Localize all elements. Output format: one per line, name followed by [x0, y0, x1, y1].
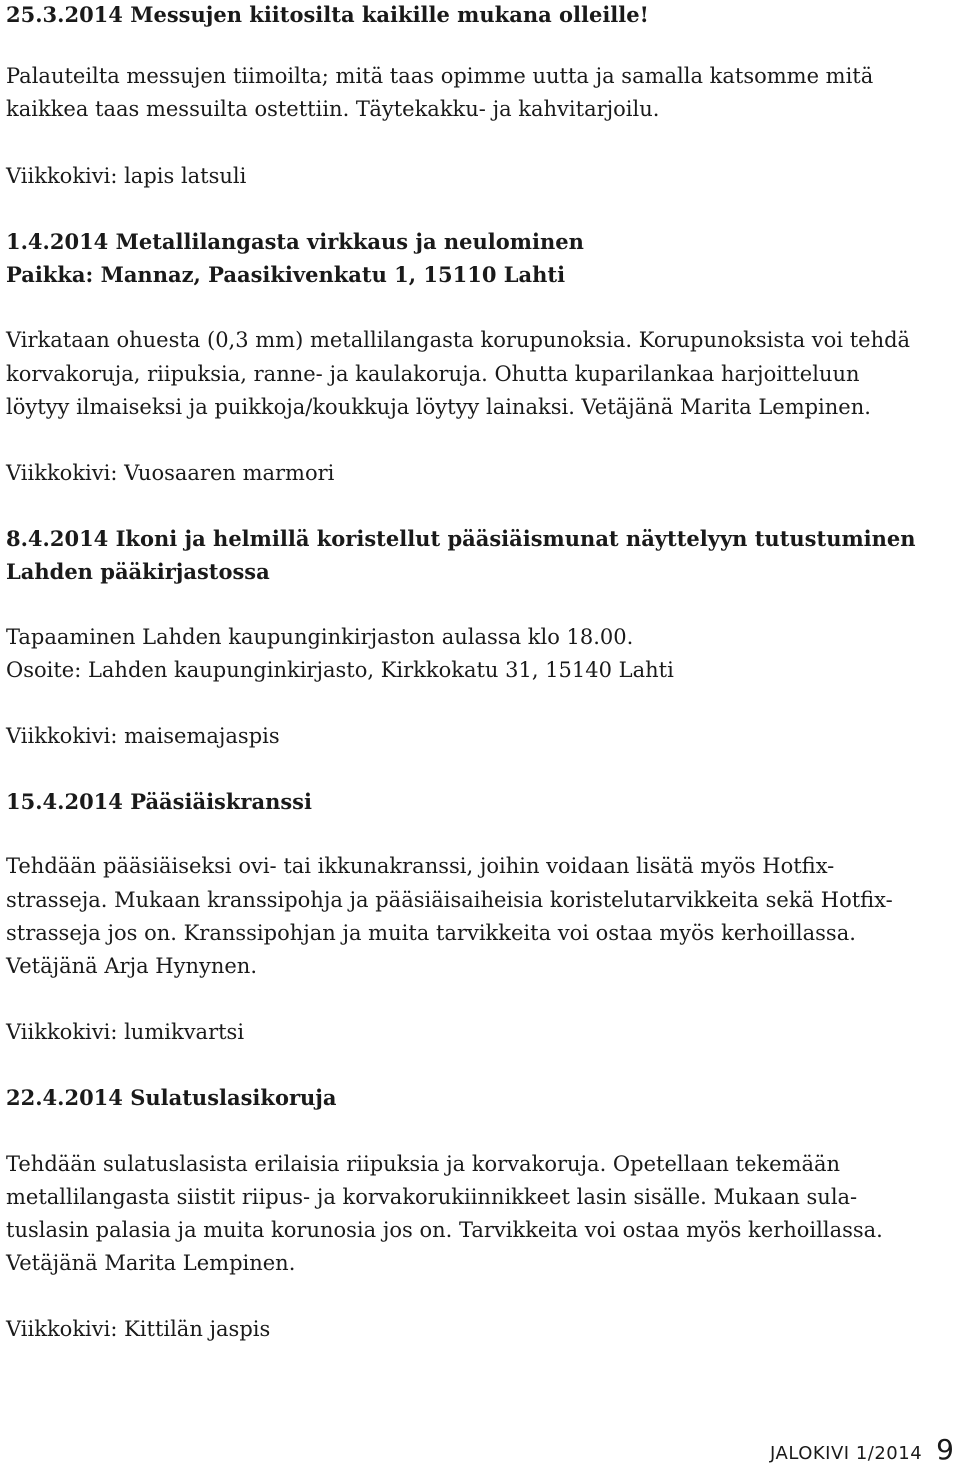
event-description-line: metallilangasta siistit riipus- ja korvakorukiinnikkeet lasin sisälle. Mukaan sula-	[6, 1185, 858, 1209]
event-leader: Vetäjänä Arja Hynynen.	[6, 954, 258, 978]
event-heading: 1.4.2014 Metallilangasta virkkaus ja neulominen	[6, 229, 584, 254]
event-description-line: löytyy ilmaiseksi ja puikkoja/koukkuja löytyy lainaksi. Vetäjänä Marita Lempinen.	[6, 395, 871, 419]
event-description-line: Tehdään sulatuslasista erilaisia riipuksia ja korvakoruja. Opetellaan tekemään	[6, 1152, 841, 1176]
stone-of-week: Viikkokivi: Kittilän jaspis	[6, 1317, 271, 1341]
event-heading: 25.3.2014 Messujen kiitosilta kaikille mukana olleille!	[6, 2, 649, 27]
event-description-line: tuslasin palasia ja muita korunosia jos on. Tarvikkeita voi ostaa myös kerhoillassa.	[6, 1218, 883, 1242]
publication-name: JALOKIVI 1/2014	[770, 1443, 923, 1464]
event-heading: 22.4.2014 Sulatuslasikoruja	[6, 1085, 337, 1110]
event-heading: 15.4.2014 Pääsiäiskranssi	[6, 789, 312, 814]
event-address: Osoite: Lahden kaupunginkirjasto, Kirkkokatu 31, 15140 Lahti	[6, 658, 674, 682]
event-leader: Vetäjänä Marita Lempinen.	[6, 1251, 296, 1275]
stone-of-week: Viikkokivi: Vuosaaren marmori	[6, 461, 335, 485]
event-heading: 8.4.2014 Ikoni ja helmillä koristellut pääsiäismunat näyttelyyn tutustuminen	[6, 526, 916, 551]
stone-of-week: Viikkokivi: lumikvartsi	[6, 1020, 245, 1044]
event-description-line: korvakoruja, riipuksia, ranne- ja kaulakoruja. Ohutta kuparilankaa harjoitteluun	[6, 362, 860, 386]
event-description-line: strasseja jos on. Kranssipohjan ja muita tarvikkeita voi ostaa myös kerhoillassa.	[6, 921, 856, 945]
stone-of-week: Viikkokivi: lapis latsuli	[6, 164, 247, 188]
event-heading-continued: Lahden pääkirjastossa	[6, 559, 270, 584]
event-location: Paikka: Mannaz, Paasikivenkatu 1, 15110 Lahti	[6, 262, 566, 287]
page-number: 9	[936, 1433, 954, 1466]
event-description-line: kaikkea taas messuilta ostettiin. Täytekakku- ja kahvitarjoilu.	[6, 97, 660, 121]
event-description-line: Tapaaminen Lahden kaupunginkirjaston aulassa klo 18.00.	[6, 625, 634, 649]
page-footer	[770, 1433, 954, 1466]
event-description-line: Palauteilta messujen tiimoilta; mitä taas opimme uutta ja samalla katsomme mitä	[6, 64, 874, 88]
event-description-line: Tehdään pääsiäiseksi ovi- tai ikkunakranssi, joihin voidaan lisätä myös Hotfix-	[6, 854, 835, 878]
event-description-line: Virkataan ohuesta (0,3 mm) metallilangasta korupunoksia. Korupunoksista voi tehdä	[6, 328, 911, 352]
stone-of-week: Viikkokivi: maisemajaspis	[6, 724, 280, 748]
event-description-line: strasseja. Mukaan kranssipohja ja pääsiäisaiheisia koristelutarvikkeita sekä Hotfix-	[6, 888, 893, 912]
